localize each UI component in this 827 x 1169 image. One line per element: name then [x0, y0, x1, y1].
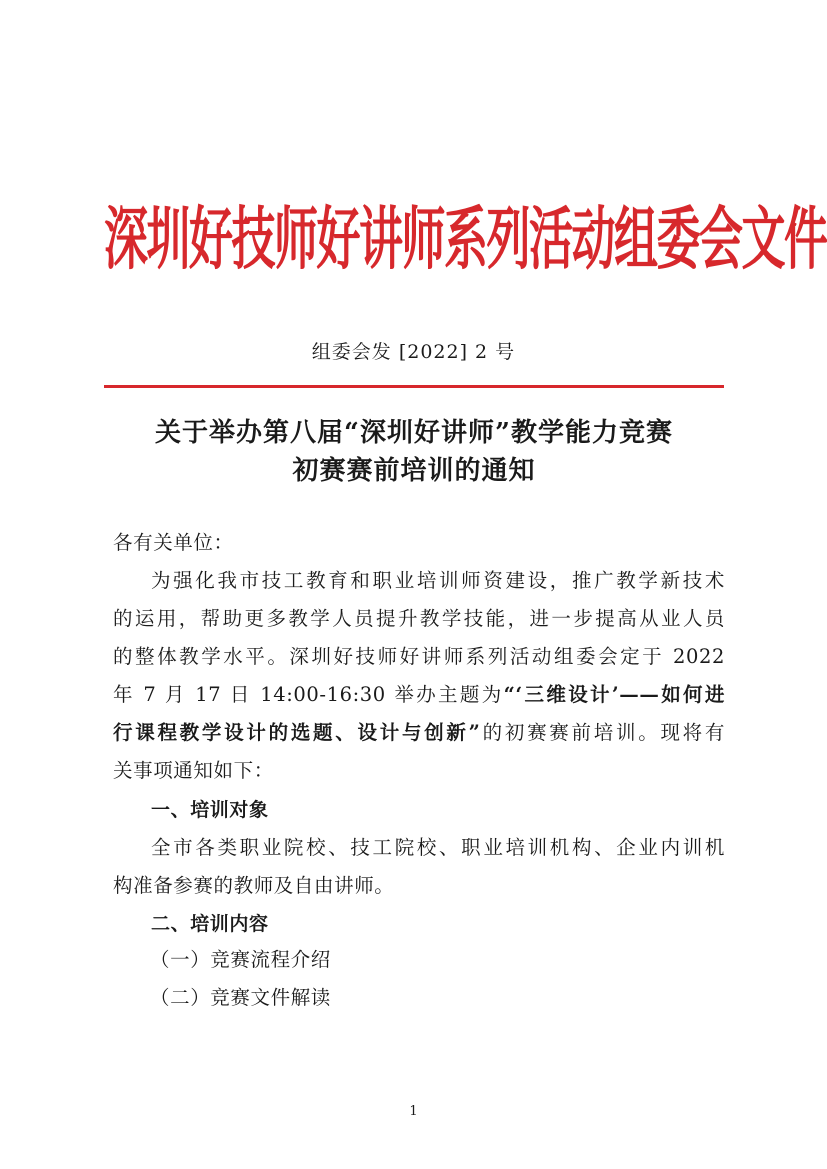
section-2-heading: 二、培训内容	[151, 913, 269, 935]
paragraph-1-line-3: 的整体教学水平。深圳好技师好讲师系列活动组委会定于 2022	[113, 645, 725, 668]
paragraph-1-line-5	[113, 719, 725, 747]
notice-title-line-2: 初赛赛前培训的通知	[292, 456, 536, 486]
salutation: 各有关单位：	[113, 531, 234, 554]
line-4-text: 年 7 月 17 日 14:00-16:30 举办主题为	[113, 683, 504, 706]
page-number: 1	[409, 1104, 418, 1119]
line-5-text: 的初赛赛前培训。现将有	[480, 721, 725, 744]
notice-title-line-1: 关于举办第八届“深圳好讲师”教学能力竞赛	[155, 418, 673, 448]
training-theme-part-2: 行课程教学设计的选题、设计与创新”	[113, 721, 481, 744]
document-number: 组委会发 [2022] 2 号	[311, 341, 516, 363]
section-1-heading: 一、培训对象	[151, 799, 269, 821]
section-1-line-2: 构准备参赛的教师及自由讲师。	[113, 874, 395, 897]
paragraph-1-line-4	[113, 681, 725, 709]
section-2-item-2: （二）竞赛文件解读	[150, 986, 331, 1009]
training-theme-part-1: “‘三维设计’——如何进	[503, 683, 725, 706]
paragraph-1-line-6: 关事项通知如下：	[113, 759, 274, 782]
paragraph-1-line-2: 的运用，帮助更多教学人员提升教学技能，进一步提高从业人员	[113, 607, 725, 630]
paragraph-1-line-1: 为强化我市技工教育和职业培训师资建设，推广教学新技术	[151, 569, 725, 592]
red-divider-line	[104, 385, 724, 388]
masthead-title: 深圳好技师好讲师系列活动组委会文件	[104, 200, 827, 280]
section-1-line-1: 全市各类职业院校、技工院校、职业培训机构、企业内训机	[151, 836, 725, 859]
section-2-item-1: （一）竞赛流程介绍	[150, 948, 331, 971]
